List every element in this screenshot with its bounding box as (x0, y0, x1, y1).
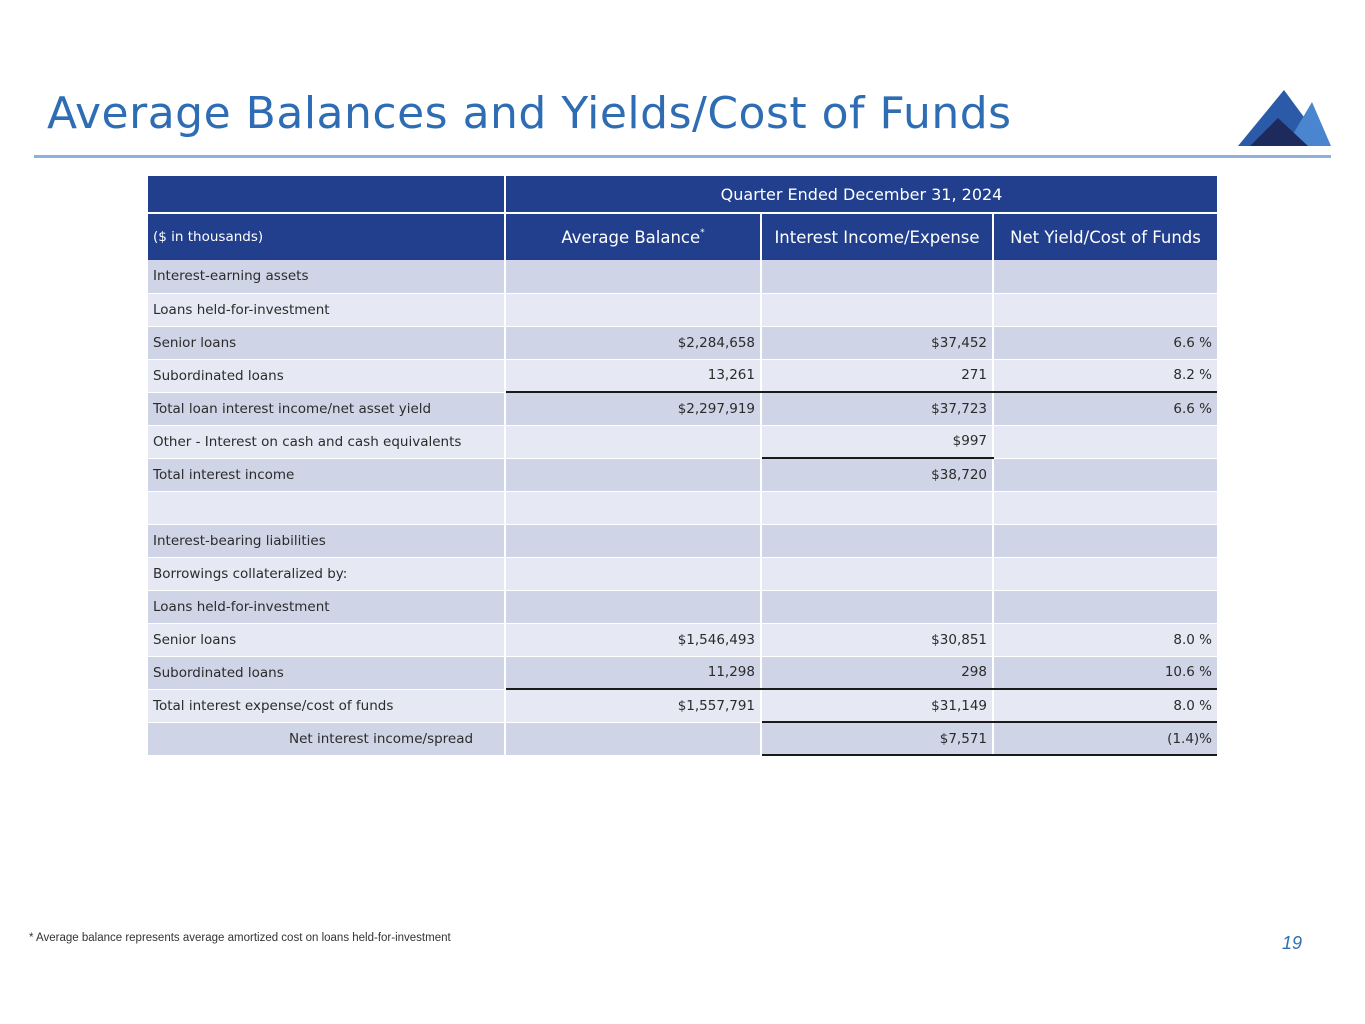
row-label: Loans held-for-investment (148, 293, 505, 326)
footnote-marker: * (700, 227, 705, 238)
row-label (148, 722, 505, 755)
row-interest: 271 (761, 359, 993, 392)
row-label: Total loan interest income/net asset yield (148, 392, 505, 425)
row-interest (761, 491, 993, 524)
table-row (148, 689, 1217, 722)
row-label-text: Net interest income/spread (289, 730, 474, 747)
average-balance-label: Average Balance (561, 227, 701, 247)
table-period-header-row (148, 176, 1217, 213)
row-interest (761, 557, 993, 590)
mountain-logo-icon (1236, 88, 1332, 148)
row-balance: $2,284,658 (505, 326, 761, 359)
table-column-header-row (148, 213, 1217, 260)
row-yield (993, 260, 1217, 293)
row-yield: 6.6 % (993, 392, 1217, 425)
row-yield: 8.2 % (993, 359, 1217, 392)
row-yield: 8.0 % (993, 623, 1217, 656)
row-balance: $1,557,791 (505, 689, 761, 722)
table-row (148, 260, 1217, 293)
table-row (148, 722, 1217, 755)
row-interest: $7,571 (761, 722, 993, 755)
row-balance: $1,546,493 (505, 623, 761, 656)
row-label (148, 491, 505, 524)
row-yield: (1.4)% (993, 722, 1217, 755)
row-balance (505, 293, 761, 326)
row-yield (993, 590, 1217, 623)
units-label: ($ in thousands) (148, 213, 505, 260)
row-label: Total interest expense/cost of funds (148, 689, 505, 722)
row-balance (505, 524, 761, 557)
row-balance: 13,261 (505, 359, 761, 392)
column-header-average-balance (505, 213, 761, 260)
row-balance (505, 458, 761, 491)
row-label: Borrowings collateralized by: (148, 557, 505, 590)
row-yield (993, 491, 1217, 524)
row-label: Subordinated loans (148, 359, 505, 392)
row-interest: $997 (761, 425, 993, 458)
row-label: Senior loans (148, 326, 505, 359)
row-interest (761, 524, 993, 557)
row-balance (505, 557, 761, 590)
table-row (148, 524, 1217, 557)
column-header-interest: Interest Income/Expense (761, 213, 993, 260)
page-number: 19 (1282, 933, 1303, 953)
row-balance (505, 260, 761, 293)
row-balance: $2,297,919 (505, 392, 761, 425)
table-row (148, 326, 1217, 359)
table-row (148, 557, 1217, 590)
row-balance (505, 425, 761, 458)
row-interest: $37,723 (761, 392, 993, 425)
row-yield: 8.0 % (993, 689, 1217, 722)
table-row (148, 425, 1217, 458)
row-balance (505, 722, 761, 755)
row-label: Other - Interest on cash and cash equivalents (148, 425, 505, 458)
row-label: Total interest income (148, 458, 505, 491)
row-yield: 10.6 % (993, 656, 1217, 689)
period-header: Quarter Ended December 31, 2024 (505, 176, 1217, 213)
row-interest (761, 590, 993, 623)
table-row (148, 623, 1217, 656)
table-row (148, 293, 1217, 326)
table-row (148, 392, 1217, 425)
page-title: Average Balances and Yields/Cost of Funds (47, 88, 1012, 139)
row-balance (505, 491, 761, 524)
column-header-yield: Net Yield/Cost of Funds (993, 213, 1217, 260)
title-divider (34, 155, 1331, 158)
row-yield: 6.6 % (993, 326, 1217, 359)
row-interest (761, 293, 993, 326)
row-label: Subordinated loans (148, 656, 505, 689)
row-balance: 11,298 (505, 656, 761, 689)
row-interest: $31,149 (761, 689, 993, 722)
average-balances-table (148, 176, 1217, 756)
table-row (148, 458, 1217, 491)
table-row (148, 359, 1217, 392)
row-interest: $38,720 (761, 458, 993, 491)
row-balance (505, 590, 761, 623)
row-label: Interest-earning assets (148, 260, 505, 293)
table-row (148, 590, 1217, 623)
row-yield (993, 458, 1217, 491)
row-label: Loans held-for-investment (148, 590, 505, 623)
row-label: Interest-bearing liabilities (148, 524, 505, 557)
header-blank-cell (148, 176, 505, 213)
row-yield (993, 425, 1217, 458)
row-interest: $30,851 (761, 623, 993, 656)
row-interest: 298 (761, 656, 993, 689)
row-interest (761, 260, 993, 293)
table-row (148, 656, 1217, 689)
row-label: Senior loans (148, 623, 505, 656)
row-yield (993, 293, 1217, 326)
table-row (148, 491, 1217, 524)
footnote: * Average balance represents average amortized cost on loans held-for-investment (29, 932, 451, 944)
row-yield (993, 557, 1217, 590)
row-yield (993, 524, 1217, 557)
row-interest: $37,452 (761, 326, 993, 359)
